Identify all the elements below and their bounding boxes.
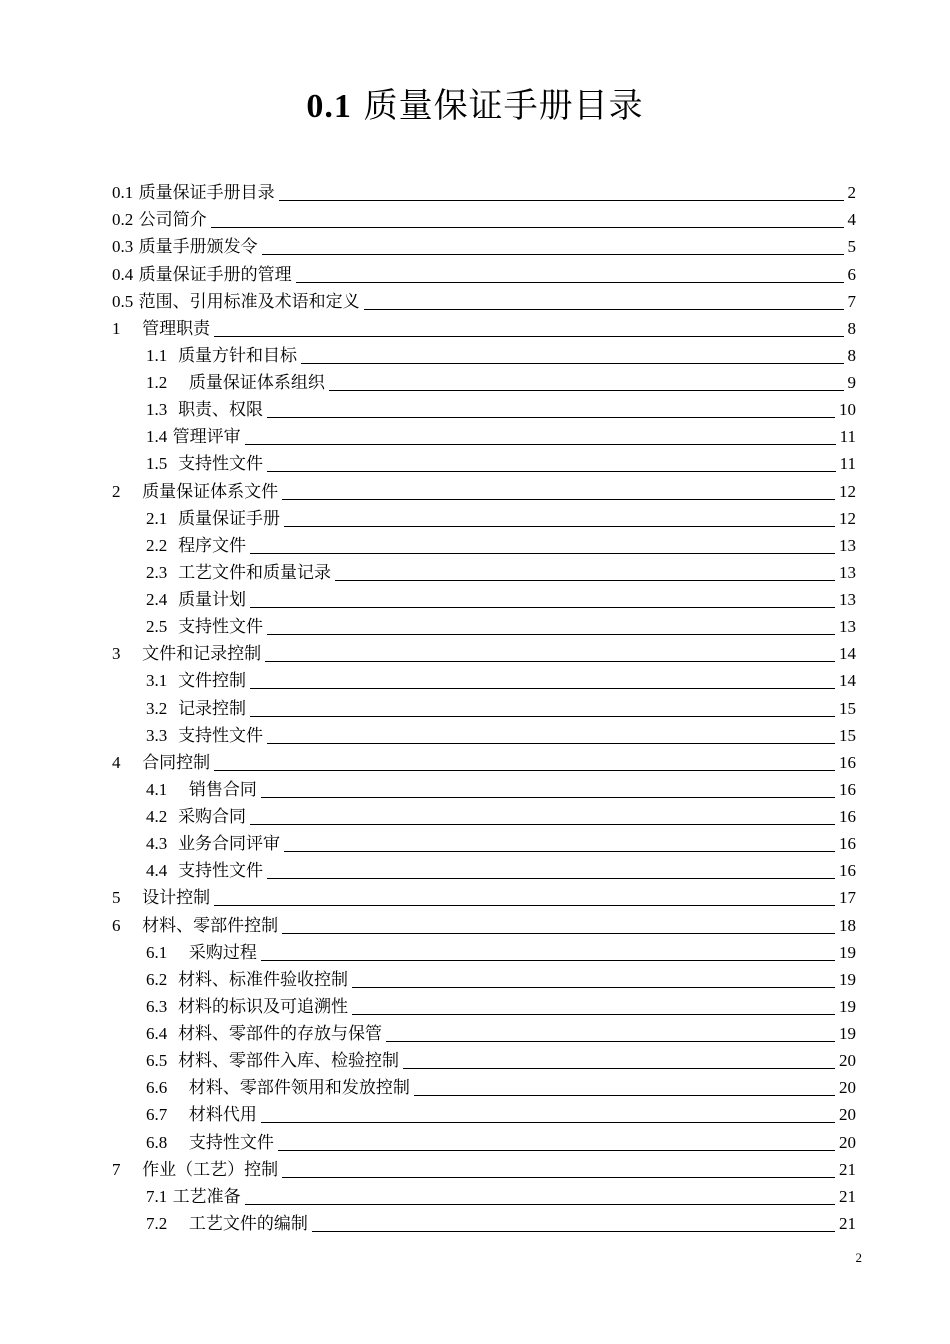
toc-entry-page: 21 (839, 1159, 856, 1179)
toc-leader-line (279, 200, 844, 201)
toc-entry[interactable] (112, 992, 856, 1019)
toc-entry-number: 2.1 (146, 508, 168, 528)
toc-entry-label (146, 995, 348, 1019)
toc-entry-label (112, 886, 210, 910)
toc-entry-page: 19 (839, 969, 856, 989)
toc-entry-number: 0.2 (112, 210, 134, 230)
toc-entry-title: 记录控制 (178, 698, 247, 719)
toc-entry-title: 质量保证体系组织 (188, 373, 325, 393)
toc-entry-title: 工艺文件的编制 (188, 1213, 308, 1234)
toc-leader-line (296, 282, 844, 283)
toc-entry[interactable] (112, 1209, 856, 1236)
toc-entry-separator (167, 859, 178, 883)
toc-entry[interactable] (112, 476, 856, 503)
toc-leader-line (284, 851, 835, 852)
toc-entry-page: 14 (839, 644, 856, 664)
toc-entry-label (146, 669, 246, 693)
toc-entry-page: 15 (839, 698, 856, 718)
toc-entry-separator (167, 1022, 178, 1046)
toc-entry-label (146, 344, 297, 368)
toc-entry-title: 管理职责 (142, 318, 211, 339)
toc-entry-page: 12 (839, 481, 856, 501)
toc-entry[interactable] (112, 910, 856, 937)
toc-entry-number: 7 (112, 1159, 121, 1179)
toc-entry-page: 8 (847, 318, 856, 338)
toc-entry-separator (167, 398, 178, 422)
toc-entry-title: 设计控制 (142, 888, 211, 909)
toc-entry-separator (167, 1076, 189, 1100)
toc-entry-title: 合同控制 (142, 752, 211, 773)
toc-leader-line (282, 933, 835, 934)
toc-entry-number: 6.5 (146, 1051, 168, 1071)
toc-leader-line (250, 688, 835, 689)
toc-entry-number: 6.2 (146, 969, 168, 989)
toc-entry-label (146, 507, 280, 531)
toc-entry-title: 文件和记录控制 (142, 644, 262, 665)
toc-entry-label (146, 724, 263, 748)
toc-entry-label (146, 615, 263, 639)
toc-entry-label (146, 371, 325, 395)
toc-leader-line (250, 716, 835, 717)
toc-entry-page: 15 (839, 725, 856, 745)
toc-leader-line (267, 878, 835, 879)
toc-entry-number: 1.3 (146, 400, 168, 420)
toc-entry-separator (121, 751, 143, 775)
toc-entry-page: 18 (839, 915, 856, 935)
toc-entry-number: 1 (112, 318, 121, 338)
toc-entry[interactable] (112, 422, 856, 449)
toc-entry[interactable] (112, 368, 856, 395)
toc-leader-line (414, 1095, 835, 1096)
toc-entry[interactable] (112, 314, 856, 341)
toc-entry-label (112, 480, 278, 504)
toc-entry-label (146, 1212, 308, 1236)
toc-entry-separator (167, 344, 178, 368)
toc-entry-number: 2.5 (146, 617, 168, 637)
toc-leader-line (403, 1068, 835, 1069)
toc-entry-page: 13 (839, 535, 856, 555)
toc-entry-page: 20 (839, 1105, 856, 1125)
toc-entry-page: 20 (839, 1051, 856, 1071)
toc-entry-title: 支持性文件 (188, 1132, 274, 1153)
toc-entry-separator (167, 507, 178, 531)
toc-entry-page: 9 (847, 373, 856, 392)
toc-entry-page: 19 (839, 942, 856, 962)
toc-entry-label (146, 778, 257, 802)
toc-entry-page: 5 (847, 237, 856, 257)
toc-entry-separator (167, 1103, 189, 1127)
toc-entry-number: 4.1 (146, 779, 168, 799)
toc-entry-separator (167, 832, 178, 856)
toc-entry-label (146, 1103, 257, 1127)
page-title-text: 质量保证手册目录 (363, 86, 644, 126)
toc-entry-separator (167, 805, 178, 829)
toc-entry[interactable] (112, 1019, 856, 1046)
toc-entry-title: 支持性文件 (178, 454, 264, 475)
toc-entry-title: 材料的标识及可追溯性 (178, 996, 349, 1017)
toc-entry-separator (167, 968, 178, 992)
toc-entry[interactable] (112, 558, 856, 585)
toc-leader-line (352, 1014, 835, 1015)
toc-entry-page: 16 (839, 752, 856, 772)
toc-entry-page: 6 (847, 264, 856, 284)
toc-entry[interactable] (112, 287, 856, 314)
toc-entry[interactable] (112, 1182, 856, 1209)
toc-entry-title: 业务合同评审 (178, 834, 281, 855)
toc-entry-number: 6 (112, 915, 121, 935)
toc-entry-title: 范围、引用标准及术语和定义 (138, 291, 360, 312)
toc-entry-label (112, 642, 261, 666)
toc-entry-title: 公司简介 (138, 210, 207, 231)
toc-entry-number: 4.4 (146, 861, 168, 881)
toc-entry-title: 质量保证体系文件 (142, 481, 279, 502)
toc-entry-label (112, 181, 275, 205)
toc-entry[interactable] (112, 856, 856, 883)
table-of-contents (112, 178, 856, 1236)
toc-entry-number: 1.5 (146, 454, 168, 474)
toc-entry-page: 11 (839, 427, 856, 447)
toc-entry-label (112, 914, 278, 938)
toc-leader-line (250, 824, 835, 825)
toc-entry-label (146, 534, 246, 558)
toc-leader-line (312, 1231, 835, 1232)
toc-leader-line (329, 390, 844, 391)
toc-entry-page: 4 (847, 210, 856, 230)
toc-entry-label (146, 1185, 241, 1209)
toc-entry-title: 材料代用 (188, 1105, 257, 1126)
toc-entry-separator (167, 697, 178, 721)
toc-entry-label (112, 751, 210, 775)
toc-entry-label (112, 1158, 278, 1182)
toc-entry-number: 3.2 (146, 698, 168, 718)
toc-entry-page: 16 (839, 807, 856, 826)
toc-leader-line (364, 309, 844, 310)
toc-entry-page: 20 (839, 1078, 856, 1098)
toc-entry-number: 2.4 (146, 590, 168, 609)
toc-leader-line (284, 526, 835, 527)
toc-leader-line (250, 553, 835, 554)
toc-entry[interactable] (112, 938, 856, 965)
toc-entry-separator (167, 1131, 189, 1155)
toc-entry-page: 17 (839, 888, 856, 908)
toc-entry-label (146, 968, 348, 992)
toc-entry-separator (167, 1049, 178, 1073)
toc-entry[interactable] (112, 721, 856, 748)
toc-entry-page: 13 (839, 617, 856, 637)
toc-leader-line (262, 254, 844, 255)
toc-entry-title: 采购合同 (178, 807, 247, 827)
toc-entry-label (146, 697, 246, 721)
toc-entry-page: 8 (847, 345, 856, 365)
toc-entry-title: 质量手册颁发令 (138, 237, 258, 258)
toc-entry-page: 10 (839, 400, 856, 420)
toc-entry-title: 支持性文件 (178, 617, 264, 638)
toc-entry[interactable] (112, 612, 856, 639)
toc-entry-page: 7 (847, 291, 856, 311)
toc-leader-line (267, 417, 835, 418)
toc-entry-separator (167, 995, 178, 1019)
toc-leader-line (250, 607, 835, 608)
toc-entry-separator (121, 914, 143, 938)
toc-entry-page: 13 (839, 562, 856, 582)
toc-entry[interactable] (112, 1073, 856, 1100)
toc-entry-number: 3.1 (146, 671, 168, 691)
toc-entry-title: 支持性文件 (178, 861, 264, 882)
toc-entry-number: 7.1 (146, 1186, 168, 1206)
toc-entry-separator (121, 1158, 143, 1182)
toc-entry-title: 工艺准备 (172, 1186, 241, 1207)
toc-entry[interactable] (112, 259, 856, 286)
toc-entry-number: 4.3 (146, 834, 168, 854)
footer-page-number: 2 (855, 1250, 862, 1265)
toc-entry-title: 程序文件 (178, 535, 247, 556)
toc-entry-number: 6.6 (146, 1078, 168, 1098)
toc-entry-label (146, 805, 246, 829)
toc-leader-line (261, 1122, 835, 1123)
toc-entry-title: 管理评审 (172, 427, 241, 448)
toc-leader-line (335, 580, 835, 581)
toc-entry-page: 13 (839, 590, 856, 609)
toc-entry-title: 质量方针和目标 (178, 345, 298, 366)
toc-entry-page: 11 (839, 454, 856, 474)
toc-entry-number: 1.1 (146, 345, 168, 365)
toc-entry-page: 21 (839, 1213, 856, 1233)
toc-entry-label (146, 1131, 274, 1155)
toc-entry-title: 材料、零部件入库、检验控制 (178, 1051, 400, 1072)
toc-leader-line (214, 905, 835, 906)
toc-entry[interactable] (112, 1155, 856, 1182)
toc-leader-line (282, 499, 835, 500)
toc-entry-number: 6.4 (146, 1024, 168, 1043)
toc-leader-line (386, 1041, 835, 1042)
toc-entry-number: 2 (112, 481, 121, 501)
toc-entry[interactable] (112, 666, 856, 693)
toc-entry-label (146, 832, 280, 856)
toc-leader-line (214, 336, 843, 337)
toc-entry-title: 作业（工艺）控制 (142, 1159, 279, 1180)
toc-leader-line (245, 444, 836, 445)
toc-entry-title: 材料、零部件领用和发放控制 (188, 1078, 410, 1099)
toc-leader-line (282, 1177, 835, 1178)
toc-entry[interactable] (112, 395, 856, 422)
toc-entry-separator (167, 1212, 189, 1236)
toc-entry-number: 6.3 (146, 996, 168, 1016)
toc-entry-label (112, 235, 258, 259)
toc-entry-page: 16 (839, 834, 856, 854)
toc-entry-number: 6.8 (146, 1132, 168, 1152)
toc-entry-separator (167, 588, 178, 612)
toc-entry[interactable] (112, 1046, 856, 1073)
toc-entry-number: 7.2 (146, 1213, 168, 1233)
toc-entry-separator (167, 669, 178, 693)
toc-entry-separator (167, 724, 178, 748)
toc-leader-line (265, 661, 835, 662)
toc-entry-separator (167, 371, 189, 395)
toc-entry-separator (167, 615, 178, 639)
toc-entry-separator (167, 452, 178, 476)
toc-entry-separator (167, 534, 178, 558)
toc-entry-number: 2.3 (146, 562, 168, 582)
toc-entry-page: 14 (839, 671, 856, 691)
toc-entry[interactable] (112, 504, 856, 531)
toc-entry[interactable] (112, 965, 856, 992)
toc-entry[interactable] (112, 802, 856, 829)
toc-entry-separator (121, 317, 143, 341)
toc-entry-title: 工艺文件和质量记录 (178, 562, 332, 583)
toc-entry-title: 职责、权限 (178, 400, 264, 421)
toc-entry-label (146, 941, 257, 965)
toc-entry[interactable] (112, 449, 856, 476)
toc-entry-label (146, 859, 263, 883)
toc-entry-label (146, 1049, 399, 1073)
toc-entry[interactable] (112, 1100, 856, 1127)
toc-entry-title: 质量保证手册 (178, 508, 281, 529)
toc-leader-line (278, 1150, 835, 1151)
toc-leader-line (267, 634, 835, 635)
toc-entry-label (146, 452, 263, 476)
toc-entry-page: 16 (839, 779, 856, 799)
toc-leader-line (352, 987, 835, 988)
toc-entry-page: 20 (839, 1132, 856, 1152)
toc-entry-title: 材料、零部件的存放与保管 (178, 1024, 383, 1044)
toc-entry-label (146, 588, 246, 612)
toc-entry-separator (121, 886, 143, 910)
toc-entry[interactable] (112, 531, 856, 558)
toc-entry[interactable] (112, 178, 856, 205)
toc-entry-number: 5 (112, 888, 121, 908)
toc-entry-title: 销售合同 (188, 779, 257, 800)
toc-entry[interactable] (112, 232, 856, 259)
toc-entry-title: 质量保证手册的管理 (138, 264, 292, 285)
toc-entry[interactable] (112, 693, 856, 720)
toc-entry[interactable] (112, 639, 856, 666)
toc-entry-separator (121, 642, 143, 666)
toc-entry-number: 0.5 (112, 291, 134, 311)
toc-entry-number: 2.2 (146, 535, 168, 555)
toc-entry-number: 4 (112, 752, 121, 772)
toc-leader-line (267, 743, 835, 744)
page-title (0, 80, 950, 133)
toc-leader-line (214, 770, 835, 771)
toc-entry-separator (167, 941, 189, 965)
toc-entry-page: 2 (847, 183, 856, 203)
toc-entry[interactable] (112, 585, 856, 612)
toc-leader-line (261, 960, 835, 961)
toc-entry-label (112, 290, 360, 314)
toc-entry-page: 19 (839, 1024, 856, 1043)
toc-entry[interactable] (112, 775, 856, 802)
toc-entry-label (112, 263, 292, 287)
toc-entry-number: 3 (112, 644, 121, 664)
toc-entry-label (146, 561, 331, 585)
toc-leader-line (301, 363, 843, 364)
toc-entry-number: 1.2 (146, 373, 168, 392)
toc-entry-title: 材料、标准件验收控制 (178, 969, 349, 990)
toc-entry[interactable] (112, 829, 856, 856)
toc-entry-number: 3.3 (146, 725, 168, 745)
toc-entry-title: 质量计划 (178, 590, 247, 610)
page-title-number: 0.1 (306, 88, 352, 125)
toc-entry-label (146, 398, 263, 422)
toc-entry-label (112, 208, 207, 232)
toc-entry-page: 19 (839, 996, 856, 1016)
toc-entry[interactable] (112, 748, 856, 775)
toc-entry-page: 21 (839, 1186, 856, 1206)
toc-entry-number: 0.1 (112, 183, 134, 203)
toc-entry[interactable] (112, 205, 856, 232)
toc-entry-number: 1.4 (146, 427, 168, 447)
toc-entry-title: 采购过程 (188, 942, 257, 963)
toc-entry-label (146, 1022, 382, 1046)
toc-entry[interactable] (112, 883, 856, 910)
toc-entry-number: 0.4 (112, 264, 134, 284)
toc-entry-number: 0.3 (112, 237, 134, 257)
toc-entry[interactable] (112, 341, 856, 368)
toc-entry-title: 支持性文件 (178, 725, 264, 746)
toc-entry-separator (167, 561, 178, 585)
toc-entry-label (112, 317, 210, 341)
toc-entry[interactable] (112, 1127, 856, 1154)
toc-entry-page: 16 (839, 861, 856, 881)
toc-entry-title: 文件控制 (178, 671, 247, 692)
toc-entry-page: 12 (839, 508, 856, 528)
toc-entry-label (146, 1076, 410, 1100)
toc-entry-separator (167, 778, 189, 802)
toc-entry-title: 质量保证手册目录 (138, 183, 275, 204)
toc-entry-separator (121, 480, 143, 504)
toc-leader-line (261, 797, 835, 798)
toc-entry-number: 4.2 (146, 807, 168, 826)
toc-entry-number: 6.1 (146, 942, 168, 962)
toc-entry-number: 6.7 (146, 1105, 168, 1125)
toc-leader-line (211, 227, 844, 228)
toc-leader-line (245, 1204, 835, 1205)
toc-leader-line (267, 471, 836, 472)
toc-entry-title: 材料、零部件控制 (142, 915, 279, 936)
toc-entry-label (146, 425, 241, 449)
